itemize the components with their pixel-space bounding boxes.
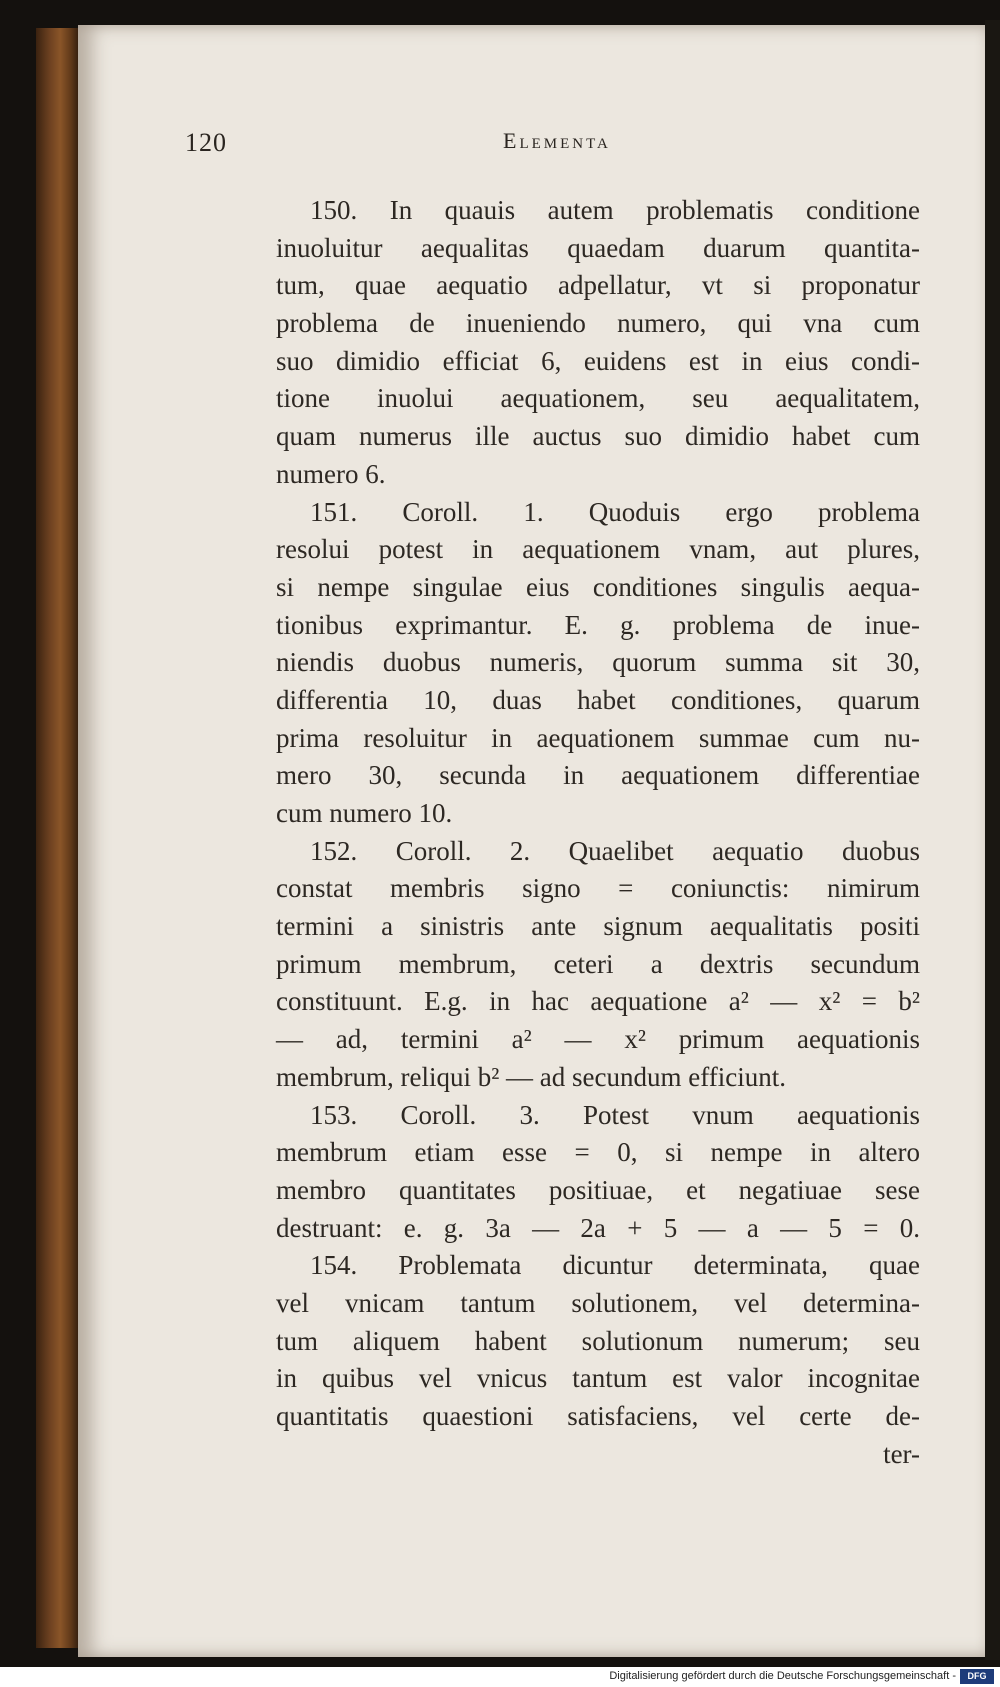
text-line: membrum, reliqui b² — ad secundum efficiunt. bbox=[276, 1061, 786, 1092]
text-line: — ad, termini a² — x² primum aequationis bbox=[276, 1024, 920, 1055]
text-line: quam numerus ille auctus suo dimidio habet cum bbox=[276, 421, 920, 452]
text-line: membro quantitates positiuae, et negatiuae sese bbox=[276, 1174, 920, 1205]
text-line: tum aliquem habent solutionum numerum; seu bbox=[276, 1325, 920, 1356]
text-line: tione inuolui aequationem, seu aequalitatem, bbox=[276, 383, 920, 414]
text-line: cum numero 10. bbox=[276, 798, 453, 828]
text-line: quantitatis quaestioni satisfaciens, vel certe de- bbox=[276, 1401, 920, 1431]
text-line: numero 6. bbox=[276, 458, 386, 489]
text-line: termini a sinistris ante signum aequalitatis positi bbox=[276, 911, 920, 942]
text-line: prima resoluitur in aequationem summae cum nu- bbox=[276, 722, 920, 753]
text-line: suo dimidio efficiat 6, euidens est in eius condi- bbox=[276, 345, 920, 376]
text-line: constat membris signo = coniunctis: nimirum bbox=[276, 873, 920, 904]
text-line: primum membrum, ceteri a dextris secundum bbox=[276, 948, 920, 979]
catchword: ter- bbox=[883, 1438, 920, 1469]
body-text bbox=[276, 192, 920, 1473]
text-line: destruant: e. g. 3a — 2a + 5 — a — 5 = 0. bbox=[276, 1212, 920, 1243]
page-header bbox=[185, 128, 655, 158]
text-line: 152. Coroll. 2. Quaelibet aequatio duobus bbox=[310, 835, 920, 866]
footer-credit: Digitalisierung gefördert durch die Deutsche Forschungsgemeinschaft - bbox=[609, 1670, 956, 1682]
text-line: membrum etiam esse = 0, si nempe in altero bbox=[276, 1137, 920, 1168]
text-line: differentia 10, duas habet conditiones, quarum bbox=[276, 684, 920, 715]
running-title: Elementa bbox=[503, 128, 611, 153]
page-number: 120 bbox=[185, 128, 227, 157]
text-line: tionibus exprimantur. E. g. problema de inue- bbox=[276, 609, 920, 640]
digitization-footer bbox=[0, 1667, 1000, 1687]
text-line: 151. Coroll. 1. Quoduis ergo problema bbox=[310, 496, 920, 527]
text-line: resolui potest in aequationem vnam, aut plures, bbox=[276, 534, 920, 565]
text-line: 153. Coroll. 3. Potest vnum aequationis bbox=[310, 1099, 920, 1130]
text-line: problema de inueniendo numero, qui vna cum bbox=[276, 308, 920, 339]
text-line: inuoluitur aequalitas quaedam duarum quantita- bbox=[276, 232, 920, 263]
text-line: in quibus vel vnicus tantum est valor incognitae bbox=[276, 1363, 920, 1394]
text-line: niendis duobus numeris, quorum summa sit 30, bbox=[276, 647, 920, 678]
dfg-logo: DFG bbox=[960, 1669, 994, 1684]
text-line: vel vnicam tantum solutionem, vel determina- bbox=[276, 1287, 920, 1318]
text-line: mero 30, secunda in aequationem differentiae bbox=[276, 760, 920, 791]
text-line: tum, quae aequatio adpellatur, vt si proponatur bbox=[276, 270, 920, 301]
text-line: 150. In quauis autem problematis conditione bbox=[310, 195, 920, 225]
text-line: si nempe singulae eius conditiones singulis aequa- bbox=[276, 571, 920, 602]
page-edge-shadow bbox=[985, 20, 1000, 1660]
text-line: 154. Problemata dicuntur determinata, quae bbox=[310, 1250, 920, 1281]
book-spine bbox=[36, 28, 80, 1648]
text-line: constituunt. E.g. in hac aequatione a² — x² = b² bbox=[276, 986, 920, 1017]
